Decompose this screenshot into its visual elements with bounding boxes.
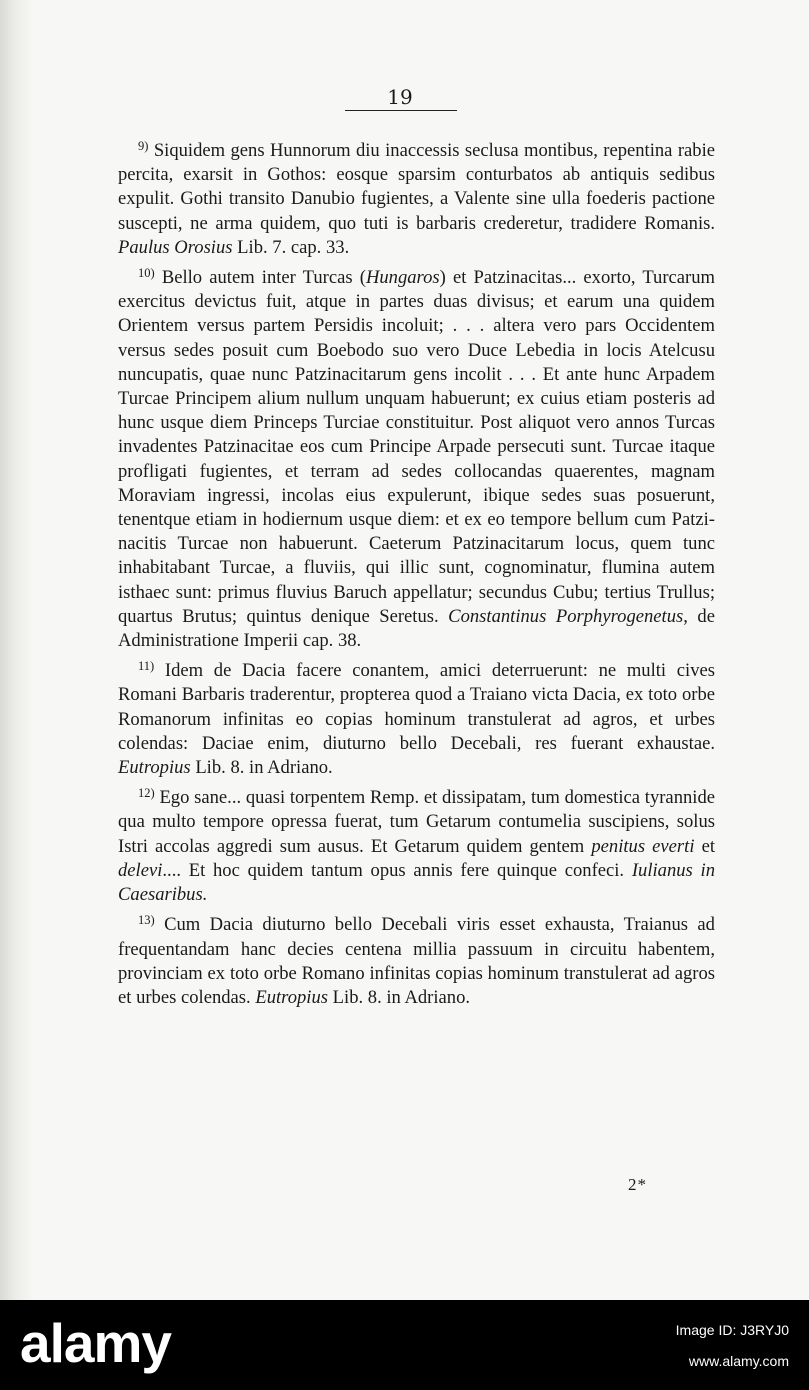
footnote-author: Eutropius <box>118 757 191 779</box>
signature-mark: 2* <box>628 1175 647 1194</box>
footnote-italic-term: Hungaros <box>365 267 440 289</box>
footnote-number: 11) <box>138 659 155 674</box>
footnote-11 <box>118 659 715 780</box>
footnote-reference: Lib. 8. in Adriano. <box>190 757 333 779</box>
footnote-text: .... Et hoc quidem tantum opus annis fere quinque confeci. <box>162 859 632 881</box>
header-rule <box>345 110 457 111</box>
footnote-italic-term: delevi <box>118 859 163 881</box>
footnotes <box>118 139 715 1016</box>
footnote-reference: Lib. 7. cap. 33. <box>232 236 350 258</box>
alamy-logo: alamy <box>20 1312 171 1374</box>
footnote-text: Cum Dacia diuturno bello Decebali viris esset exhausta, Traianus ad frequentandam hanc decies centena millia passuum in circuitu habentem, provinciam ex toto orbe Romano infinitas copias hominum transtulerat ad agros et urbes colendas. <box>118 914 715 1008</box>
footnote-10 <box>118 266 715 653</box>
footnote-text: ) et Patzinacitas... exorto, Turcarum exercitus devictus fuit, atque in partes duas divisus; et earum una quidem Orientem versus partem Persidis incoluit; . . . altera vero pars Occidentem versus sedes posuit cum Boebodo suo vero Duce Lebedia in locis Atelcusu nuncupatis, quae nunc Patzinacitarum gens incolit . . . Et ante hunc Arpadem Turcae Principem alium nullum unquam habuerunt; ex cuius etiam posteris ad hunc usque diem Princeps Turciae constituitur. Post aliquot vero annos Turcas invadentes Patzinacitae eos cum Principe Arpade persecuti sunt. Turcae itaque profligati fugientes, et terram ad sedes collocandas quaerentes, magnam Moraviam ingressi, incolas eius expulerunt, ibique sedes suas posuerunt, tenentque etiam in hodiernum usque diem: et ex eo tempore bellum cum Patzinacitis Turcae non habuerunt. Caeterum Patzinacitarum locus, quem tunc inhabitabant Turcae, a fluviis, qui illic sunt, cognominatur, flumina autem isthaec sunt: primus fluvius Baruch appellatur; secundus Cubu; tertius Trullus; quartus Brutus; quintus denique Seretus. <box>118 267 715 627</box>
footnote-number: 10) <box>138 266 155 281</box>
footnote-12 <box>118 786 715 907</box>
page-edge-shadow <box>0 0 34 1300</box>
footnote-author: Eutropius <box>255 986 329 1008</box>
page-number: 19 <box>387 85 413 109</box>
footnote-number: 9) <box>138 139 149 153</box>
footnote-author: Constantinus Porphyrogenetus <box>448 605 684 627</box>
footnote-author: Iulianus in Caesaribus. <box>118 859 716 906</box>
footer-url: www.alamy.com <box>688 1353 789 1369</box>
footnote-number: 12) <box>138 786 155 801</box>
footnote-text: Idem de Dacia facere conantem, amici deterruerunt: ne multi cives Romani Barbaris traderentur, propterea quod a Traiano victa Dacia, ex toto orbe Romanorum infinitas eo copias hominum transtulerat ad agros, et urbes colendas: Daciae enim, diuturno bello Decebali, res fuerant exhaustae. <box>118 660 715 754</box>
footnote-text: Ego sane... quasi torpentem Remp. et dissipatam, tum domestica tyrannide qua multo tempore opressa fuerat, tum Getarum contumelia suscipiens, solus Istri accolas aggredi sum ausus. Et Getarum quidem gentem <box>118 787 715 857</box>
footnote-text: Bello autem inter Turcas ( <box>161 267 366 289</box>
footnote-reference: , de Administratione Imperii cap. 38. <box>118 605 715 652</box>
footnote-13 <box>118 913 715 1010</box>
footnote-italic-term: penitus everti <box>591 835 695 857</box>
footnote-number: 13) <box>138 913 155 928</box>
footnote-text: Siquidem gens Hunnorum diu inaccessis seclusa montibus, repentina rabie percita, exarsit in Gothos: eosque sparsim conturbatos ab antiquis sedibus expulit. Gothi transito Danubio fugientes, a Valente sine ulla foederis pactione suscepti, ne arma quidem, quo tuti is barbaris crederetur, tradidere Romanis. <box>118 140 715 234</box>
footnote-9 <box>118 139 715 260</box>
footnote-text: et <box>694 835 716 857</box>
footnote-reference: Lib. 8. in Adriano. <box>328 986 471 1008</box>
footnote-author: Paulus Orosius <box>118 236 233 258</box>
image-id: Image ID: J3RYJ0 <box>675 1322 789 1338</box>
